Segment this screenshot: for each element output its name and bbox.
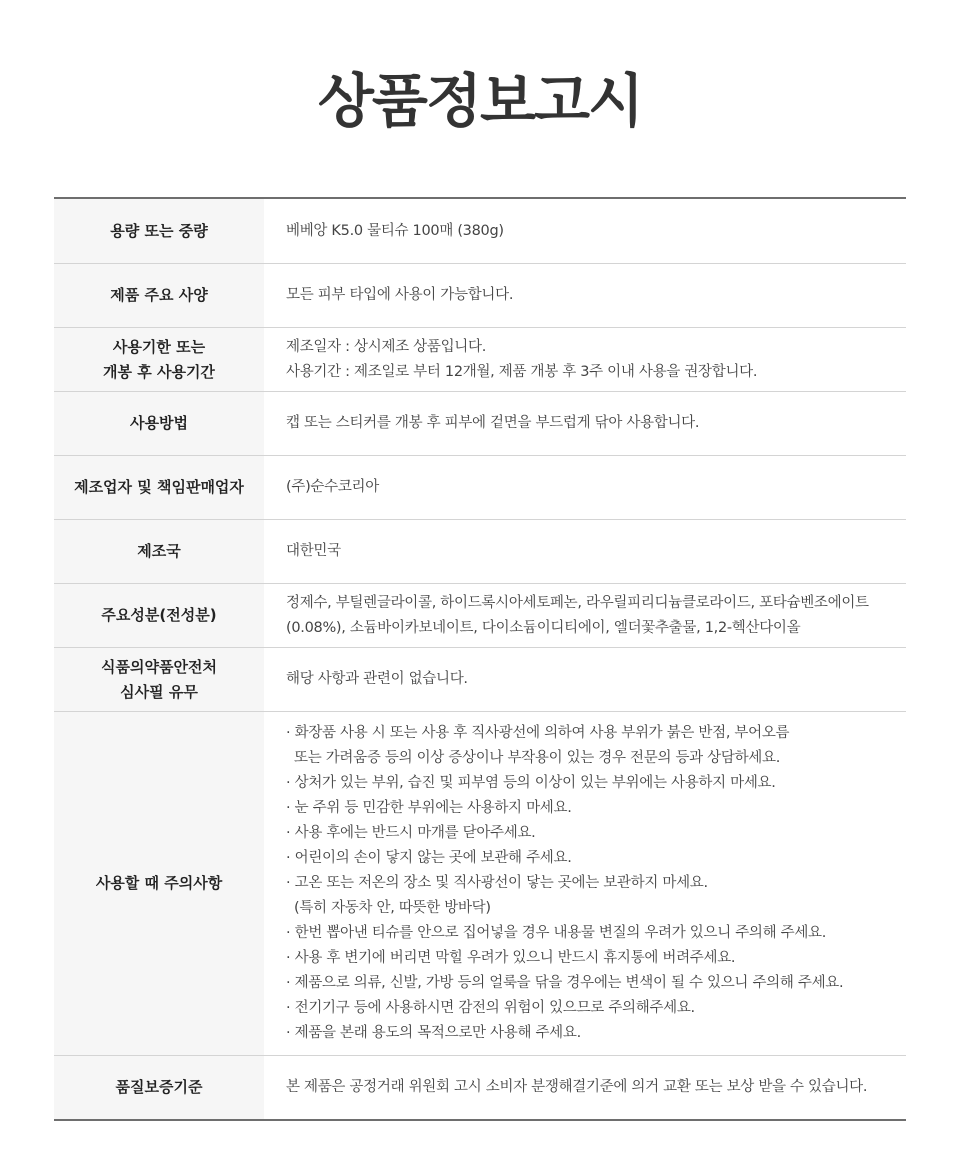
row-label: 품질보증기준	[54, 1056, 264, 1119]
row-value	[264, 520, 906, 583]
row-value	[264, 648, 906, 711]
row-value	[264, 584, 906, 647]
row-value	[264, 456, 906, 519]
row-label: 제품 주요 사양	[54, 264, 264, 327]
table-row-precautions	[54, 712, 906, 1056]
value-line: · 화장품 사용 시 또는 사용 후 직사광선에 의하여 사용 부위가 붉은 반점, 부어오름	[286, 725, 790, 741]
value-line: · 한번 뽑아낸 티슈를 안으로 집어넣을 경우 내용물 변질의 우려가 있으니 주의해 주세요.	[286, 925, 827, 941]
row-value	[264, 1056, 906, 1119]
row-label: 제조국	[54, 520, 264, 583]
value-line: (특히 자동차 안, 따뜻한 방바닥)	[294, 900, 491, 916]
value-line: (주)순수코리아	[286, 479, 379, 495]
value-line: 본 제품은 공정거래 위원회 고시 소비자 분쟁해결기준에 의거 교환 또는 보상 받을 수 있습니다.	[286, 1079, 868, 1095]
row-value	[264, 264, 906, 327]
row-value	[264, 199, 906, 263]
value-line: · 제품으로 의류, 신발, 가방 등의 얼룩을 닦을 경우에는 변색이 될 수 있으니 주의해 주세요.	[286, 975, 844, 991]
table-row-usage	[54, 392, 906, 456]
value-line: · 전기기구 등에 사용하시면 감전의 위험이 있으므로 주의해주세요.	[286, 1000, 695, 1016]
value-line: · 상처가 있는 부위, 습진 및 피부염 등의 이상이 있는 부위에는 사용하지 마세요.	[286, 775, 776, 791]
row-label: 사용방법	[54, 392, 264, 455]
value-line: · 어린이의 손이 닿지 않는 곳에 보관해 주세요.	[286, 850, 572, 866]
value-line: 해당 사항과 관련이 없습니다.	[286, 671, 468, 687]
row-label: 용량 또는 중량	[54, 199, 264, 263]
table-row-mfds-review	[54, 648, 906, 712]
value-line: 캡 또는 스티커를 개봉 후 피부에 겉면을 부드럽게 닦아 사용합니다.	[286, 415, 700, 431]
table-row-spec	[54, 264, 906, 328]
value-line: 사용기간 : 제조일로 부터 12개월, 제품 개봉 후 3주 이내 사용을 권장합니다.	[286, 363, 758, 380]
value-line: · 눈 주위 등 민감한 부위에는 사용하지 마세요.	[286, 800, 572, 816]
table-row-expiry	[54, 328, 906, 392]
value-line: · 사용 후 변기에 버리면 막힐 우려가 있으니 반드시 휴지통에 버려주세요.	[286, 950, 736, 966]
row-value	[264, 328, 906, 391]
table-row-ingredients	[54, 584, 906, 648]
value-line: · 사용 후에는 반드시 마개를 닫아주세요.	[286, 825, 536, 841]
row-label: 제조업자 및 책임판매업자	[54, 456, 264, 519]
value-line: · 고온 또는 저온의 장소 및 직사광선이 닿는 곳에는 보관하지 마세요.	[286, 875, 708, 891]
row-label: 사용할 때 주의사항	[54, 712, 264, 1055]
value-line: 베베앙 K5.0 물티슈 100매 (380g)	[286, 222, 504, 239]
table-row-manufacturer	[54, 456, 906, 520]
value-line: 제조일자 : 상시제조 상품입니다.	[286, 338, 487, 355]
row-value	[264, 712, 906, 1055]
value-line: 정제수, 부틸렌글라이콜, 하이드록시아세토페논, 라우릴피리디늄클로라이드, 포타슘벤조에이트	[286, 594, 869, 611]
table-row-quality-guarantee	[54, 1056, 906, 1119]
value-line: (0.08%), 소듐바이카보네이트, 다이소듐이디티에이, 엘더꽃추출물, 1,2-헥산다이올	[286, 619, 801, 636]
value-line: 모든 피부 타입에 사용이 가능합니다.	[286, 287, 514, 303]
row-value	[264, 392, 906, 455]
page-title: 상품정보고시	[317, 67, 643, 135]
table-row-capacity	[54, 199, 906, 264]
table-row-country	[54, 520, 906, 584]
product-info-table	[54, 197, 906, 1121]
row-label: 주요성분(전성분)	[54, 584, 264, 647]
row-label: 사용기한 또는 개봉 후 사용기간	[54, 328, 264, 391]
value-line: 대한민국	[286, 543, 341, 559]
value-line: · 제품을 본래 용도의 목적으로만 사용해 주세요.	[286, 1025, 581, 1041]
value-line: 또는 가려움증 등의 이상 증상이나 부작용이 있는 경우 전문의 등과 상담하세요.	[294, 750, 781, 766]
row-label: 식품의약품안전처 심사필 유무	[54, 648, 264, 711]
